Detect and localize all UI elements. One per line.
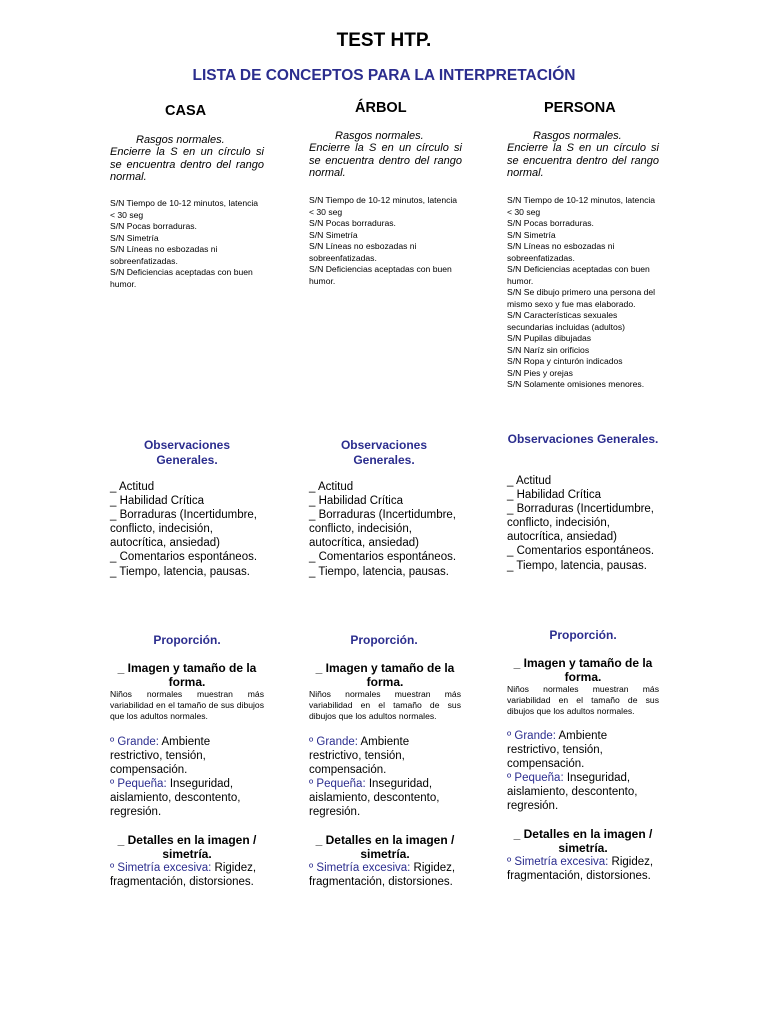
simetria-paragraph: [309, 861, 461, 889]
imagen-heading: _ Imagen y tamaño de la forma.: [315, 661, 455, 689]
proporcion-heading: Proporción.: [350, 633, 418, 647]
rasgos-instructions: [507, 130, 659, 179]
rasgos-text: Encierre la S en un círculo si se encuentra dentro del rango normal.: [309, 142, 462, 179]
rasgos-title: Rasgos normales.: [136, 134, 225, 146]
checklist-item: S/N Pupilas dibujadas: [507, 333, 592, 343]
observacion-item: _ Actitud: [507, 475, 552, 487]
ninos-note: Niños normales muestran más variabilidad en el tamaño de sus dibujos que los adultos normales.: [507, 684, 659, 716]
ninos-note: Niños normales muestran más variabilidad en el tamaño de sus dibujos que los adultos normales.: [110, 689, 264, 721]
checklist-item: S/N Simetría: [507, 229, 556, 240]
pequena-paragraph: [110, 777, 264, 819]
checklist-item: S/N Pies y orejas: [507, 367, 573, 378]
grande-text: Ambiente restrictivo, tensión, compensación.: [507, 730, 608, 770]
pequena-paragraph: [507, 771, 659, 813]
simetria-label: º Simetría excesiva:: [309, 862, 411, 874]
observacion-item: _ Habilidad Crítica: [110, 495, 204, 508]
column-header: ÁRBOL: [355, 100, 407, 116]
column-header: PERSONA: [544, 100, 616, 116]
grande-text: Ambiente restrictivo, tensión, compensación.: [110, 736, 211, 776]
document-title: TEST HTP.: [336, 30, 432, 51]
checklist-item: S/N Se dibujo primero una persona del mismo sexo y fue mas elaborado.: [507, 287, 656, 309]
proporcion-heading: Proporción.: [153, 633, 221, 647]
observaciones-list: [309, 480, 459, 579]
checklist: [110, 198, 260, 290]
checklist-item: S/N Deficiencias aceptadas con buen humor.: [110, 267, 253, 289]
checklist-item: S/N Líneas no esbozadas ni sobreenfatizadas.: [110, 244, 218, 266]
rasgos-instructions: [110, 134, 264, 183]
rasgos-title: Rasgos normales.: [335, 130, 424, 142]
checklist-item: S/N Ropa y cinturón indicados: [507, 356, 623, 366]
checklist-item: S/N Tiempo de 10-12 minutos, latencia < 30 seg: [110, 198, 259, 220]
checklist-item: S/N Solamente omisiones menores.: [507, 379, 645, 389]
simetria-paragraph: [110, 861, 264, 889]
rasgos-text: Encierre la S en un círculo si se encuentra dentro del rango normal.: [507, 142, 659, 179]
observacion-item: _ Borraduras (Incertidumbre, conflicto, indecisión, autocrítica, ansiedad): [110, 509, 258, 550]
observacion-item: _ Tiempo, latencia, pausas.: [110, 565, 250, 578]
grande-label: º Grande:: [507, 730, 556, 742]
observacion-item: _ Actitud: [309, 481, 354, 493]
checklist-item: S/N Pocas borraduras.: [507, 218, 594, 228]
observacion-item: _ Comentarios espontáneos.: [309, 551, 457, 564]
pequena-label: º Pequeña:: [507, 772, 564, 784]
checklist-item: S/N Líneas no esbozadas ni sobreenfatizadas.: [309, 241, 417, 263]
checklist: [309, 195, 459, 287]
imagen-heading: _ Imagen y tamaño de la forma.: [513, 656, 653, 684]
checklist-item: S/N Tiempo de 10-12 minutos, latencia < 30 seg: [309, 195, 458, 217]
ninos-note: Niños normales muestran más variabilidad en el tamaño de sus dibujos que los adultos normales.: [309, 689, 461, 721]
observacion-item: _ Tiempo, latencia, pausas.: [507, 559, 647, 572]
simetria-paragraph: [507, 855, 659, 883]
document-subtitle: LISTA DE CONCEPTOS PARA LA INTERPRETACIÓN: [192, 67, 576, 84]
observacion-item: _ Habilidad Crítica: [309, 495, 403, 508]
column-header: CASA: [165, 103, 207, 119]
checklist-item: S/N Líneas no esbozadas ni sobreenfatizadas.: [507, 241, 615, 263]
observacion-item: _ Actitud: [110, 481, 155, 493]
checklist-item: S/N Naríz sin orificios: [507, 344, 590, 355]
pequena-text: Inseguridad, aislamiento, descontento, regresión.: [507, 772, 638, 812]
detalles-heading: _ Detalles en la imagen / simetría.: [513, 827, 653, 855]
pequena-label: º Pequeña:: [110, 778, 167, 790]
checklist-item: S/N Tiempo de 10-12 minutos, latencia < 30 seg: [507, 195, 656, 217]
observaciones-list: [110, 480, 260, 579]
checklist-item: S/N Pocas borraduras.: [110, 221, 197, 231]
observaciones-list: [507, 474, 657, 573]
simetria-text: Rigidez, fragmentación, distorsiones.: [110, 862, 257, 888]
observaciones-heading: Observaciones Generales.: [340, 438, 428, 467]
pequena-text: Inseguridad, aislamiento, descontento, regresión.: [110, 778, 241, 818]
rasgos-title: Rasgos normales.: [533, 130, 622, 142]
observacion-item: _ Tiempo, latencia, pausas.: [309, 565, 449, 578]
detalles-heading: _ Detalles en la imagen / simetría.: [315, 833, 455, 861]
observacion-item: _ Borraduras (Incertidumbre, conflicto, indecisión, autocrítica, ansiedad): [309, 509, 457, 550]
grande-paragraph: [507, 729, 659, 771]
observaciones-heading: Observaciones Generales.: [143, 438, 231, 467]
checklist-item: S/N Deficiencias aceptadas con buen humor.: [507, 264, 650, 286]
simetria-label: º Simetría excesiva:: [507, 856, 609, 868]
observacion-item: _ Habilidad Crítica: [507, 489, 601, 502]
checklist-item: S/N Pocas borraduras.: [309, 218, 396, 228]
grande-label: º Grande:: [110, 736, 159, 748]
observacion-item: _ Borraduras (Incertidumbre, conflicto, indecisión, autocrítica, ansiedad): [507, 503, 655, 544]
rasgos-instructions: [309, 130, 462, 179]
pequena-text: Inseguridad, aislamiento, descontento, regresión.: [309, 778, 440, 818]
observacion-item: _ Comentarios espontáneos.: [110, 551, 258, 564]
checklist-item: S/N Simetría: [110, 232, 159, 243]
rasgos-text: Encierre la S en un círculo si se encuentra dentro del rango normal.: [110, 146, 264, 183]
checklist-item: S/N Simetría: [309, 229, 358, 240]
imagen-heading: _ Imagen y tamaño de la forma.: [117, 661, 257, 689]
grande-paragraph: [309, 735, 461, 777]
checklist-item: S/N Características sexuales secundarias incluidas (adultos): [507, 310, 625, 332]
observacion-item: _ Comentarios espontáneos.: [507, 545, 655, 558]
pequena-paragraph: [309, 777, 461, 819]
simetria-label: º Simetría excesiva:: [110, 862, 212, 874]
checklist-item: S/N Deficiencias aceptadas con buen humor.: [309, 264, 452, 286]
detalles-heading: _ Detalles en la imagen / simetría.: [117, 833, 257, 861]
grande-label: º Grande:: [309, 736, 358, 748]
observaciones-heading: Observaciones Generales.: [507, 432, 659, 446]
pequena-label: º Pequeña:: [309, 778, 366, 790]
simetria-text: Rigidez, fragmentación, distorsiones.: [507, 856, 654, 882]
checklist: [507, 195, 657, 391]
grande-paragraph: [110, 735, 264, 777]
proporcion-heading: Proporción.: [549, 628, 617, 642]
simetria-text: Rigidez, fragmentación, distorsiones.: [309, 862, 456, 888]
grande-text: Ambiente restrictivo, tensión, compensación.: [309, 736, 410, 776]
